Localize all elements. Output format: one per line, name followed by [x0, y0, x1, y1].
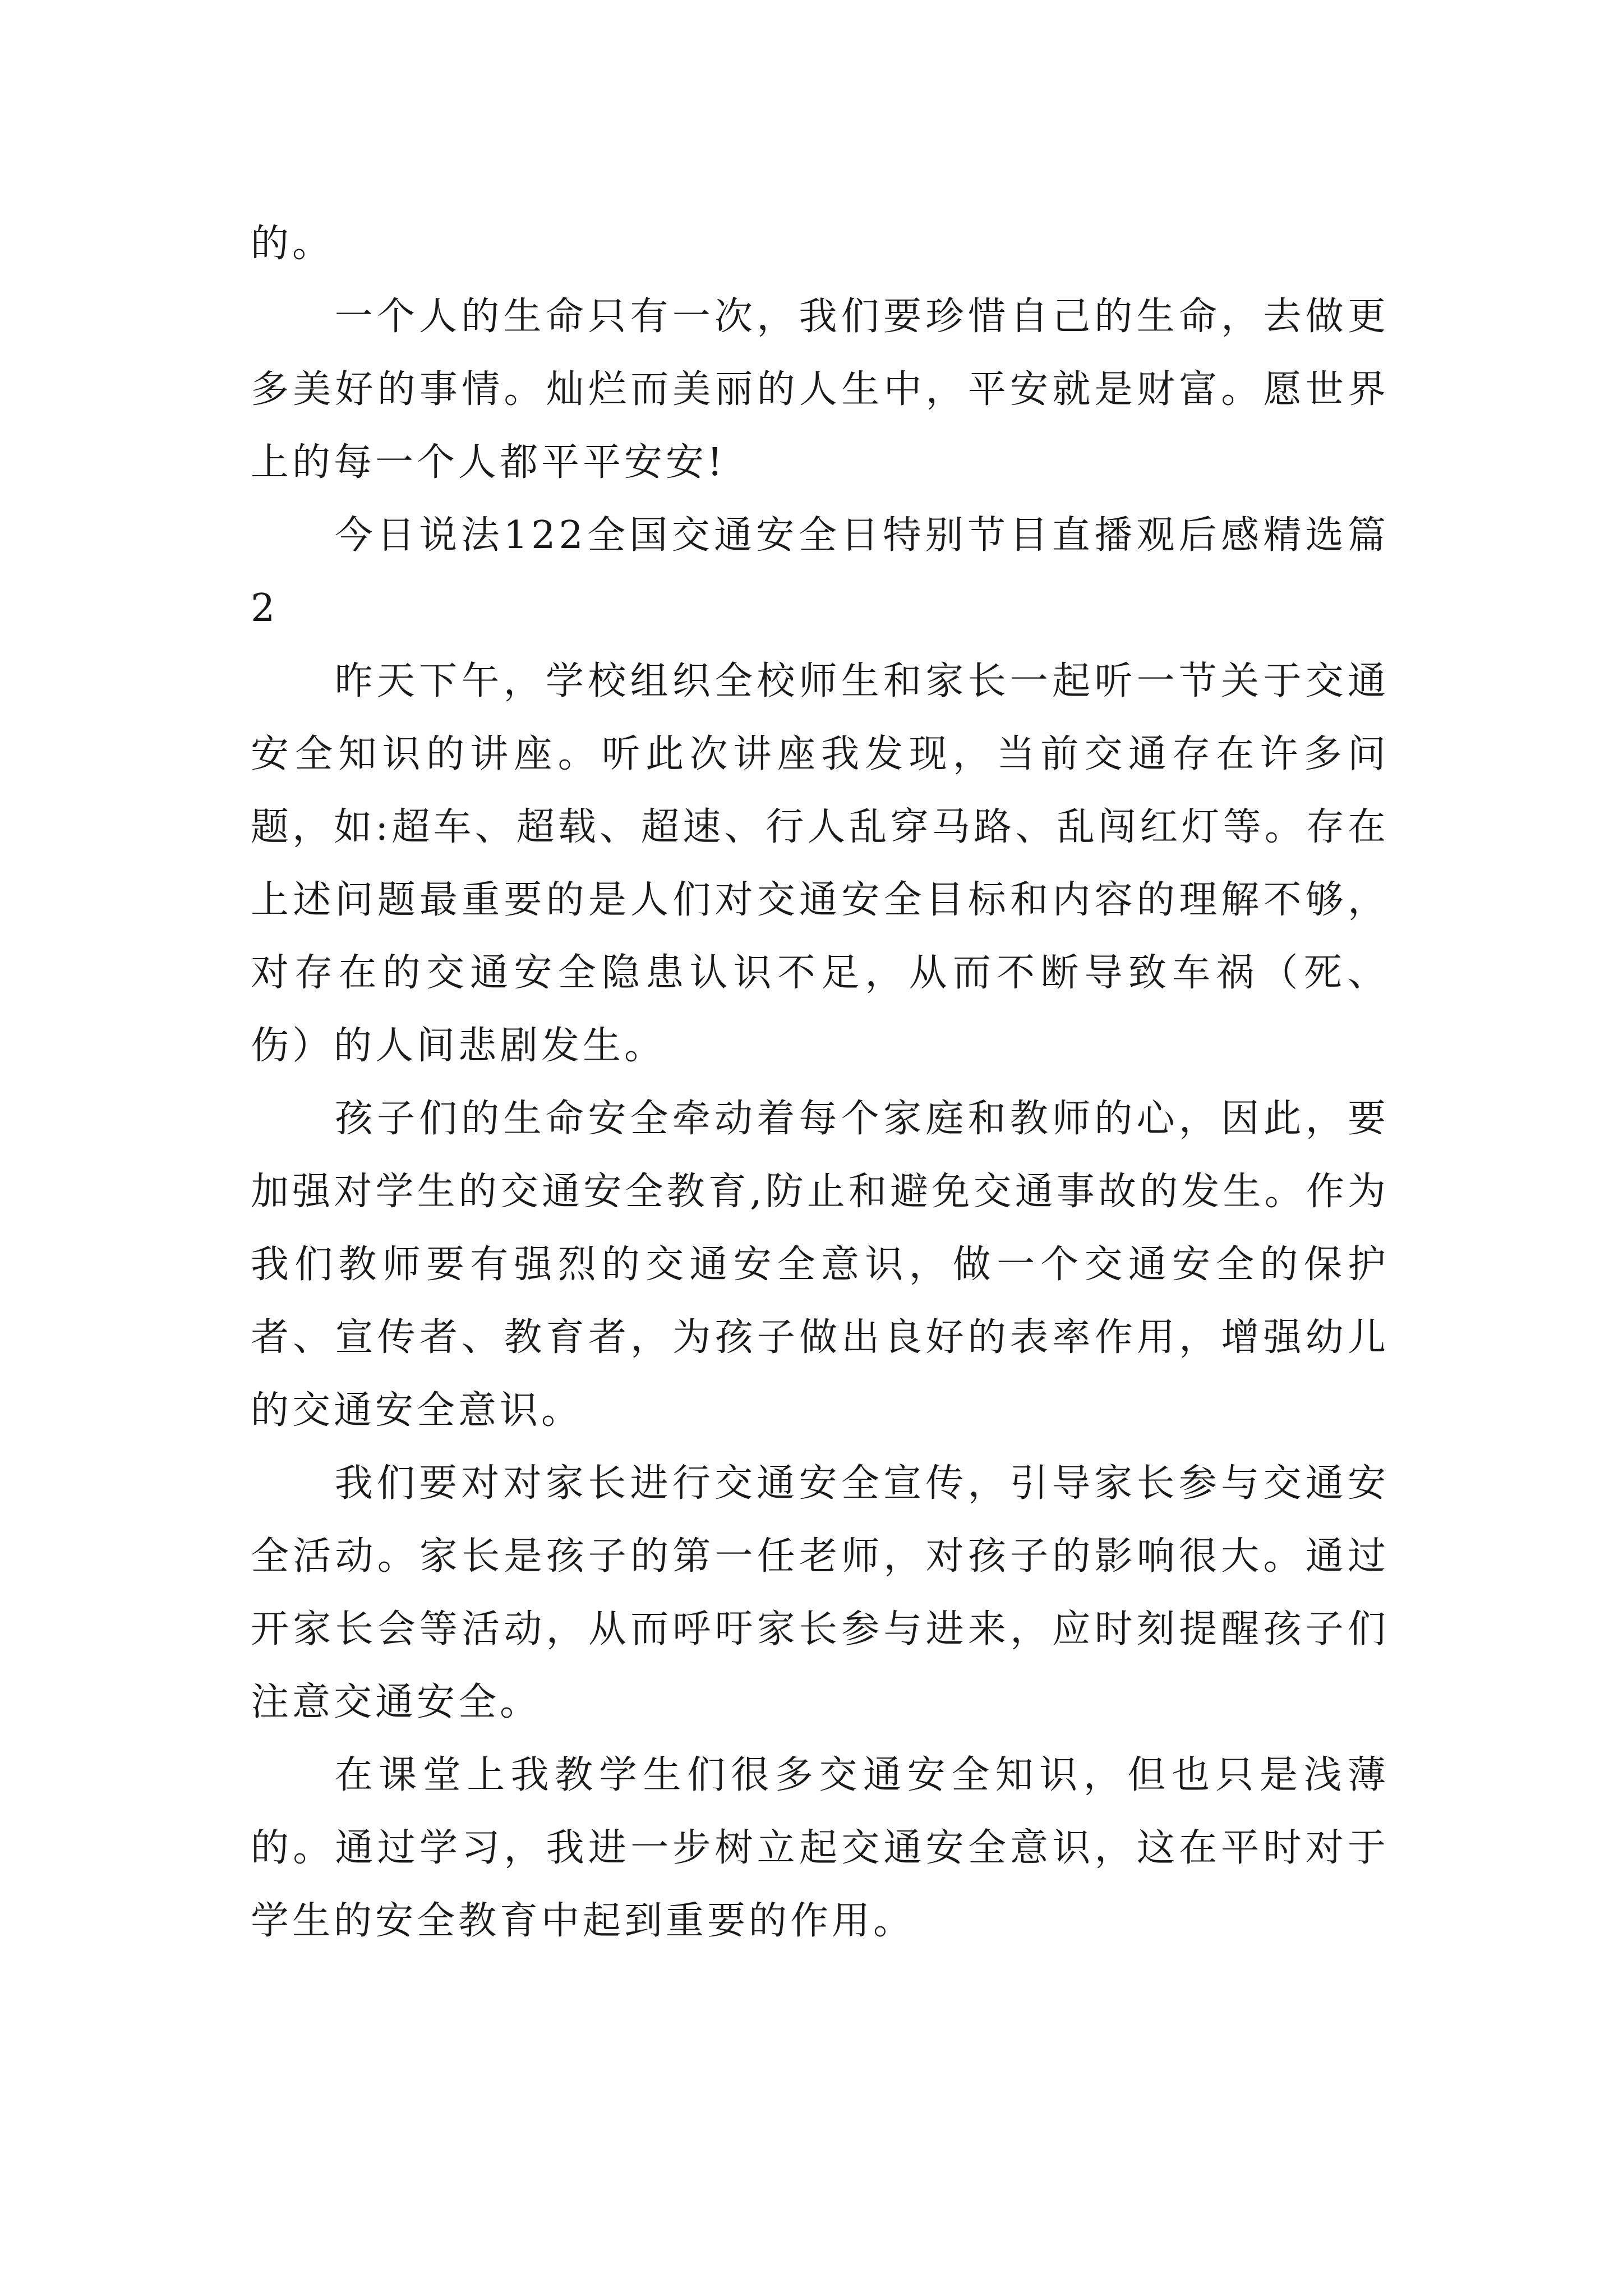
paragraph-cherish-life: 一个人的生命只有一次，我们要珍惜自己的生命，去做更多美好的事情。灿烂而美丽的人生中，平安就是财富。愿世界上的每一个人都平平安安!: [251, 295, 1389, 485]
paragraph-children: 孩子们的生命安全牵动着每个家庭和教师的心，因此，要加强对学生的交通安全教育,防止和避免交通事故的发生。作为我们教师要有强烈的交通安全意识，做一个交通安全的保护者、宣传者、教育者，为孩子做出良好的表率作用，增强幼儿的交通安全意识。: [251, 1097, 1389, 1433]
paragraph-continuation: 的。: [251, 222, 334, 266]
section-heading: 今日说法122全国交通安全日特别节目直播观后感精选篇2: [251, 513, 1389, 631]
paragraph-parents: 我们要对对家长进行交通安全宣传，引导家长参与交通安全活动。家长是孩子的第一任老师，对孩子的影响很大。通过开家长会等活动，从而呼吁家长参与进来，应时刻提醒孩子们注意交通安全。: [251, 1461, 1389, 1724]
document-body: [251, 208, 1389, 1958]
paragraph-lecture: 昨天下午，学校组织全校师生和家长一起听一节关于交通安全知识的讲座。听此次讲座我发现，当前交通存在许多问题，如:超车、超载、超速、行人乱穿马路、乱闯红灯等。存在上述问题最重要的是人们对交通安全目标和内容的理解不够，对存在的交通安全隐患认识不足，从而不断导致车祸（死、伤）的人间悲剧发生。: [251, 659, 1389, 1068]
paragraph-classroom: 在课堂上我教学生们很多交通安全知识，但也只是浅薄的。通过学习，我进一步树立起交通安全意识，这在平时对于学生的安全教育中起到重要的作用。: [251, 1753, 1389, 1943]
